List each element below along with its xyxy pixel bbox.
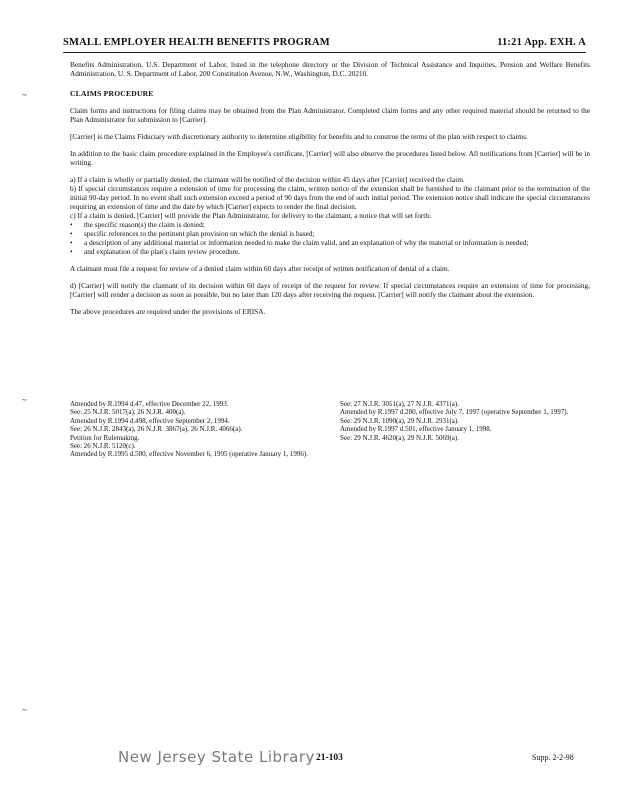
- supplement-date: Supp. 2-2-98: [532, 753, 574, 762]
- page-footer: [0, 748, 618, 772]
- history-column-left: [70, 400, 320, 459]
- list-item-a: a) If a claim is wholly or partially denied, the claimant will be notified of the decision within 45 days after [Carrier] received the claim.: [70, 175, 465, 184]
- history-entry: See: 26 N.J.R. 2843(a), 26 N.J.R. 3867(a), 26 N.J.R. 4066(a).: [70, 425, 243, 434]
- bullet-item: • the specific reason(s) the claim is denied;: [70, 220, 590, 229]
- margin-mark: ~: [22, 705, 27, 715]
- history-column-right: [340, 400, 590, 442]
- margin-mark: ~: [22, 90, 27, 100]
- page-number: 21-103: [316, 753, 343, 763]
- paragraph: A claimant must file a request for review of a denied claim within 60 days after receipt of written notification of denial of a claim.: [70, 264, 450, 273]
- paragraph: [Carrier] is the Claims Fiduciary with discretionary authority to determine eligibility for benefits and to construe the terms of the plan with respect to claims.: [70, 132, 528, 141]
- bullet-item: • a description of any additional material or information needed to make the claim valid, and an explanation of why the material or information is needed;: [70, 238, 590, 247]
- header-rule: [63, 52, 586, 53]
- history-entry: Petition for Rulemaking.: [70, 433, 140, 442]
- history-entry: See: 29 N.J.R. 1090(a), 29 N.J.R. 2931(a).: [340, 416, 459, 425]
- history-entry: See: 27 N.J.R. 3051(a), 27 N.J.R. 4371(a).: [340, 400, 459, 408]
- paragraph: Claim forms and instructions for filing claims may be obtained from the Plan Administrator. Completed claim forms and any other required material should be returned to the Plan Administrator for submission to [Carrier].: [70, 106, 590, 124]
- section-heading: CLAIMS PROCEDURE: [70, 89, 154, 98]
- history-entry: See: 26 N.J.R. 5120(c).: [70, 442, 136, 451]
- list-item-b: b) If special circumstances require a extension of time for processing the claim, written notice of the extension shall be furnished to the claimant prior to the termination of the initial 90-day period. In no event shall such extension exceed a period of 90 days from the end of such initial period. The extension notice shall indicate the special circumstances requiring an extension of time and the date by which [Carrier] expects to render the final decision.: [70, 184, 590, 211]
- history-entry: Amended by R.1997 d.280, effective July 7, 1997 (operative September 1, 1997).: [340, 408, 569, 417]
- history-entry: See: 25 N.J.R. 5017(a), 26 N.J.R. 400(a).: [70, 408, 186, 417]
- history-entry: Amended by R.1994 d.498, effective September 2, 1994.: [70, 416, 230, 425]
- list-item-c: c) If a claim is denied, [Carrier] will provide the Plan Administrator, for delivery to the claimant, a notice that will set forth:: [70, 211, 431, 220]
- intro-paragraph: Benefits Administration, U.S. Department of Labor, listed in the telephone directory or the Division of Technical Assistance and Inquiries, Pension and Welfare Benefits Administration, U. S. Department of Labor, 200 Constitution Avenue, N.W., Washington, D.C. 20210.: [70, 60, 590, 78]
- library-stamp: New Jersey State Library: [118, 748, 315, 766]
- paragraph: The above procedures are required under the provisions of ERISA.: [70, 307, 266, 316]
- header-title: SMALL EMPLOYER HEALTH BENEFITS PROGRAM: [63, 37, 330, 48]
- main-text: [70, 60, 590, 324]
- header-section: 11:21 App. EXH. A: [497, 37, 586, 48]
- history-entry: See: 29 N.J.R. 4620(a), 29 N.J.R. 5069(a).: [340, 433, 459, 442]
- history-entry: Amended by R.1994 d.47, effective December 22, 1993.: [70, 400, 229, 408]
- history-entry: Amended by R.1997 d.501, effective January 1, 1998.: [340, 425, 492, 434]
- margin-mark: ~: [22, 395, 27, 405]
- procedure-list: [70, 175, 590, 256]
- list-item-d: d) [Carrier] will notify the claimant of its decision within 60 days of receipt of the request for review. If special circumstances require an extension of time for processing, [Carrier] will render a decision as soon as possible, but no later than 120 days after receiving the request. [Carrier] will notify the claimant about the extension.: [70, 281, 590, 299]
- running-header: [63, 37, 586, 53]
- paragraph: In addition to the basic claim procedure explained in the Employee's certificate, [Carrier] will also observe the procedures listed below. All notifications from [Carrier] will be in writing.: [70, 149, 590, 167]
- bullet-item: • and explanation of the plan's claim review procedure.: [70, 247, 590, 256]
- bullet-item: • specific references to the pertinent plan provision on which the denial is based;: [70, 229, 590, 238]
- history-entry: Amended by R.1995 d.580, effective November 6, 1995 (operative January 1, 1996).: [70, 450, 309, 459]
